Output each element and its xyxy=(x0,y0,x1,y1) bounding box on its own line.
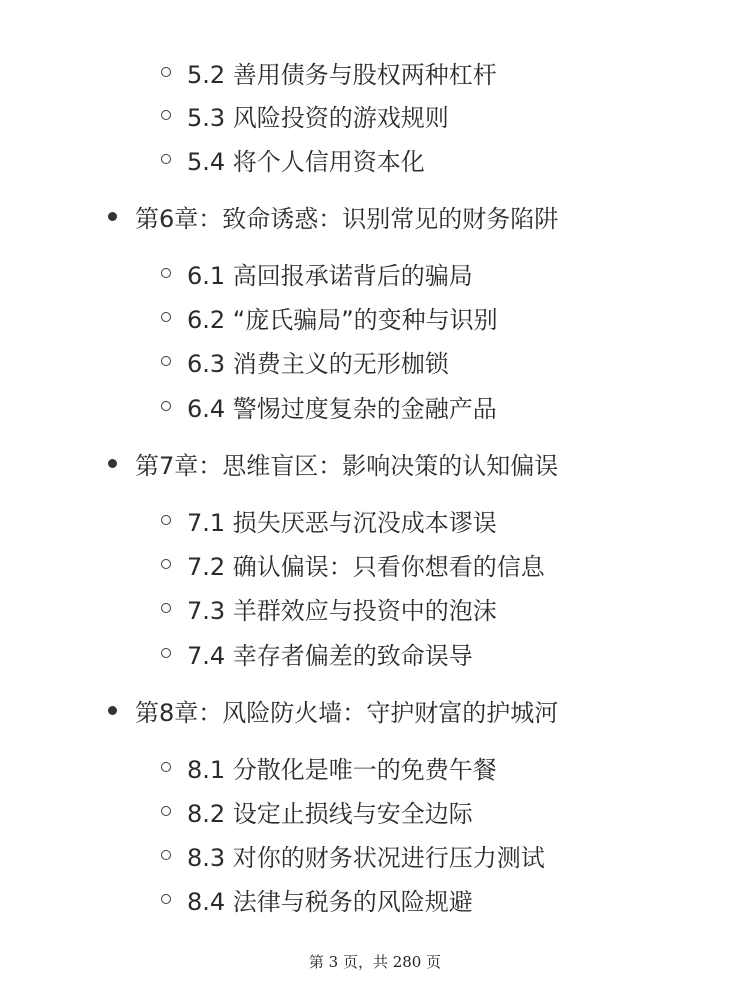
circle-bullet-icon xyxy=(161,894,171,904)
toc-item-label: 8.3 对你的财务状况进行压力测试 xyxy=(187,843,545,872)
toc-item-7-3[interactable] xyxy=(161,588,497,628)
circle-bullet-icon xyxy=(161,154,171,164)
toc-item-7-2[interactable] xyxy=(161,544,545,584)
disc-bullet-icon xyxy=(108,706,117,715)
toc-item-8-3[interactable] xyxy=(161,835,545,875)
toc-item-label: 5.4 将个人信用资本化 xyxy=(187,147,425,176)
circle-bullet-icon xyxy=(161,648,171,658)
toc-item-8-2[interactable] xyxy=(161,791,473,831)
toc-item-label: 6.2 “庞氏骗局”的变种与识别 xyxy=(187,305,498,334)
toc-item-label: 8.2 设定止损线与安全边际 xyxy=(187,799,473,828)
circle-bullet-icon xyxy=(161,110,171,120)
circle-bullet-icon xyxy=(161,312,171,322)
toc-item-label: 5.3 风险投资的游戏规则 xyxy=(187,103,449,132)
circle-bullet-icon xyxy=(161,559,171,569)
toc-chapter-title: 第7章：思维盲区：影响决策的认知偏误 xyxy=(135,451,559,480)
toc-item-label: 8.1 分散化是唯一的免费午餐 xyxy=(187,755,497,784)
disc-bullet-icon xyxy=(108,459,117,468)
toc-chapter-6[interactable] xyxy=(108,196,558,236)
circle-bullet-icon xyxy=(161,603,171,613)
toc-item-label: 7.4 幸存者偏差的致命误导 xyxy=(187,641,473,670)
toc-item-6-3[interactable] xyxy=(161,341,449,381)
toc-item-label: 6.1 高回报承诺背后的骗局 xyxy=(187,261,473,290)
circle-bullet-icon xyxy=(161,515,171,525)
toc-item-label: 7.2 确认偏误：只看你想看的信息 xyxy=(187,552,545,581)
toc-chapter-title: 第8章：风险防火墙：守护财富的护城河 xyxy=(135,698,559,727)
toc-chapter-7[interactable] xyxy=(108,443,558,483)
page-number-footer: 第 3 页，共 280 页 xyxy=(308,953,442,971)
toc-item-7-4[interactable] xyxy=(161,633,473,673)
toc-item-6-1[interactable] xyxy=(161,253,473,293)
toc-item-label: 7.1 损失厌恶与沉没成本谬误 xyxy=(187,508,497,537)
toc-chapter-title: 第6章：致命诱惑：识别常见的财务陷阱 xyxy=(135,204,559,233)
circle-bullet-icon xyxy=(161,762,171,772)
toc-item-7-1[interactable] xyxy=(161,500,497,540)
circle-bullet-icon xyxy=(161,850,171,860)
toc-item-5-4[interactable] xyxy=(161,139,425,179)
toc-item-label: 6.3 消费主义的无形枷锁 xyxy=(187,349,449,378)
toc-item-5-3[interactable] xyxy=(161,95,449,135)
toc-item-label: 6.4 警惕过度复杂的金融产品 xyxy=(187,394,497,423)
circle-bullet-icon xyxy=(161,806,171,816)
toc-item-6-2[interactable] xyxy=(161,297,498,337)
circle-bullet-icon xyxy=(161,67,171,77)
toc-item-8-1[interactable] xyxy=(161,747,497,787)
toc-item-8-4[interactable] xyxy=(161,879,473,919)
toc-item-5-2[interactable] xyxy=(161,52,497,92)
circle-bullet-icon xyxy=(161,356,171,366)
disc-bullet-icon xyxy=(108,212,117,221)
circle-bullet-icon xyxy=(161,268,171,278)
toc-item-label: 7.3 羊群效应与投资中的泡沫 xyxy=(187,596,497,625)
toc-item-label: 8.4 法律与税务的风险规避 xyxy=(187,887,473,916)
toc-item-6-4[interactable] xyxy=(161,386,497,426)
toc-chapter-8[interactable] xyxy=(108,690,558,730)
toc-item-label: 5.2 善用债务与股权两种杠杆 xyxy=(187,60,497,89)
circle-bullet-icon xyxy=(161,401,171,411)
